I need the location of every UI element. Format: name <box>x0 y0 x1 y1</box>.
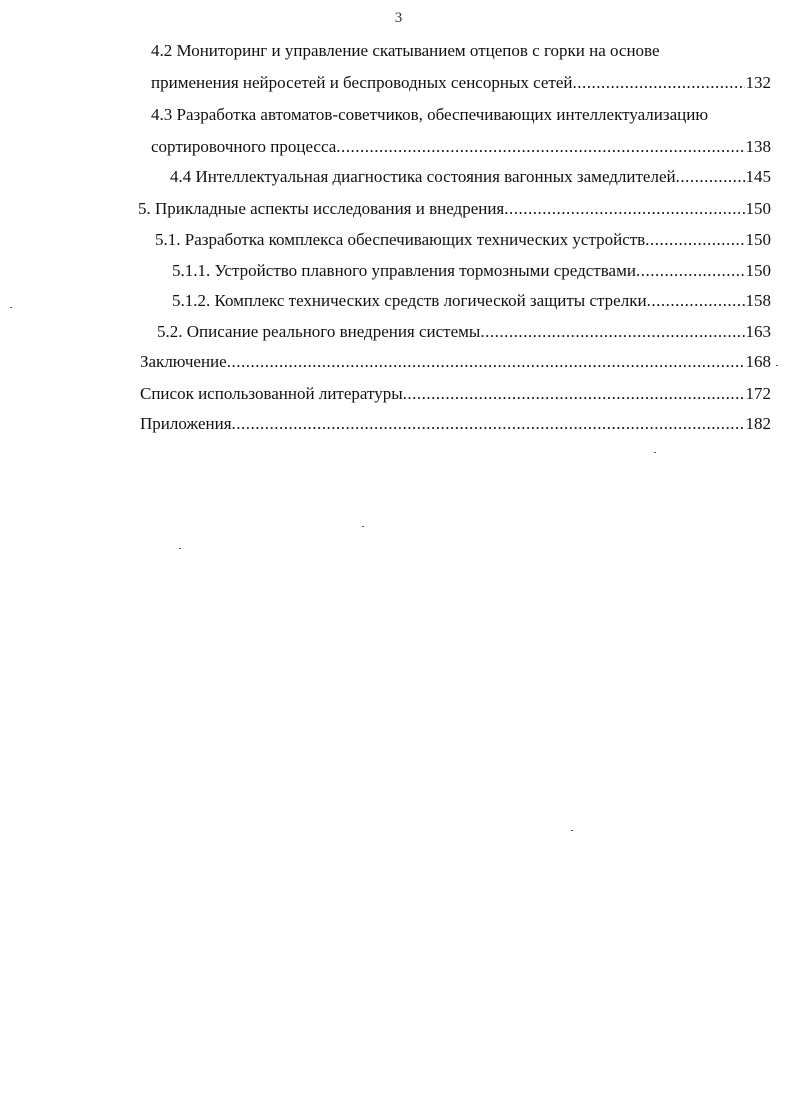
toc-entry-page: 150 <box>745 230 771 249</box>
toc-entry-text: 4.3 Разработка автоматов-советчиков, обеспечивающих интеллектуализацию <box>151 105 709 124</box>
toc-entry-conclusion[interactable] <box>140 351 771 373</box>
toc-entry-text: 4.4 Интеллектуальная диагностика состояния вагонных замедлителей <box>170 167 676 186</box>
toc-entry-5-1-1[interactable] <box>172 260 771 282</box>
toc-entry-text: 5.1.2. Комплекс технических средств логической защиты стрелки <box>172 291 647 310</box>
toc-entry-5-2[interactable] <box>157 321 771 343</box>
toc-entry-text: 5.1.1. Устройство плавного управления тормозными средствами <box>172 261 636 280</box>
page-number: 3 <box>394 10 403 26</box>
toc-entry-appendices[interactable] <box>140 413 771 435</box>
toc-entry-text: сортировочного процесса <box>151 137 337 156</box>
toc-entry-page: 150 <box>745 261 771 280</box>
dot-leader <box>480 321 744 343</box>
toc-entry-5-1[interactable] <box>155 229 771 251</box>
toc-entry-4-2-line1 <box>151 40 771 62</box>
toc-entry-page: 172 <box>745 384 771 403</box>
toc-entry-page: 150 <box>745 199 771 218</box>
toc-entry-page: 182 <box>745 414 771 433</box>
toc-entry-page: 163 <box>745 322 771 341</box>
dot-leader <box>647 290 745 312</box>
dot-leader <box>232 413 745 435</box>
scan-speck <box>776 365 778 366</box>
toc-entry-4-4[interactable] <box>170 166 771 188</box>
scan-speck <box>10 307 12 308</box>
toc-entry-page: 132 <box>745 73 771 92</box>
dot-leader <box>573 72 745 94</box>
scan-speck <box>571 830 573 831</box>
toc-entry-text: 5.1. Разработка комплекса обеспечивающих технических устройств <box>155 230 646 249</box>
toc-entry-text: 4.2 Мониторинг и управление скатыванием отцепов с горки на основе <box>151 41 660 60</box>
toc-entry-text: Приложения <box>140 414 232 433</box>
scan-speck <box>654 452 656 453</box>
toc-entry-text: Список использованной литературы <box>140 384 403 403</box>
dot-leader <box>645 229 744 251</box>
dot-leader <box>504 198 744 220</box>
toc-entry-page: 168 <box>745 352 771 371</box>
toc-entry-page: 158 <box>745 291 771 310</box>
toc-entry-4-3[interactable] <box>151 136 771 158</box>
toc-entry-5[interactable] <box>138 198 771 220</box>
toc-entry-page: 138 <box>745 137 771 156</box>
dot-leader <box>676 166 745 188</box>
toc-entry-5-1-2[interactable] <box>172 290 771 312</box>
toc-entry-text: Заключение <box>140 352 227 371</box>
toc-entry-text: применения нейросетей и беспроводных сенсорных сетей <box>151 73 573 92</box>
toc-entry-4-3-line1 <box>151 104 771 126</box>
toc-entry-text: 5.2. Описание реального внедрения системы <box>157 322 481 341</box>
scan-speck <box>362 526 364 527</box>
toc-entry-references[interactable] <box>140 383 771 405</box>
toc-entry-text: 5. Прикладные аспекты исследования и внедрения <box>138 199 505 218</box>
toc-entry-page: 145 <box>745 167 771 186</box>
toc-entry-4-2[interactable] <box>151 72 771 94</box>
scan-speck <box>179 548 181 549</box>
dot-leader <box>336 136 744 158</box>
dot-leader <box>403 383 745 405</box>
dot-leader <box>227 351 745 373</box>
dot-leader <box>636 260 745 282</box>
